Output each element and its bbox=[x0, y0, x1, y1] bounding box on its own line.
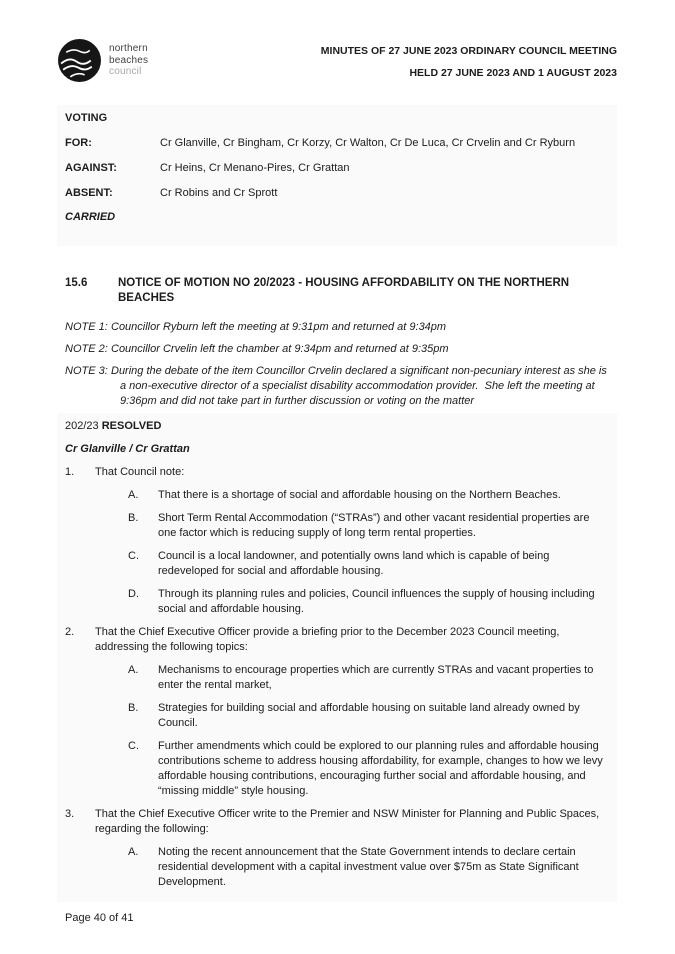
item-1C-letter: C. bbox=[128, 550, 139, 562]
item-3-text: That the Chief Executive Officer write to the Premier and NSW Minister for Planning and Public Spaces, regarding the following: bbox=[95, 808, 600, 835]
note-3-label: NOTE 3: bbox=[65, 365, 108, 377]
item-2-text: That the Chief Executive Officer provide a briefing prior to the December 2023 Council meeting, addressing the following topics: bbox=[95, 626, 560, 653]
vote-row-for bbox=[65, 136, 609, 151]
item-1-number: 1. bbox=[65, 466, 75, 478]
voting-section bbox=[57, 105, 617, 246]
vote-for-label: FOR: bbox=[65, 137, 92, 149]
note-3-text: During the debate of the item Councillor Crvelin declared a significant non-pecuniary interest as she is a non-executive director of a specialist disability accommodation provider. She left the meeting at 9:36pm and did not take part in further discussion or voting on the matter bbox=[111, 365, 610, 407]
item-1A-letter: A. bbox=[128, 489, 139, 501]
item-2C-text: Further amendments which could be explored to our planning rules and affordable housing contributions scheme to address housing affordability, for example, changes to how we levy affordable housing contributions, encouraging further social and affordable housing, and “missing middle” style housing. bbox=[158, 740, 603, 797]
vote-row-against bbox=[65, 161, 609, 176]
vote-against-label: AGAINST: bbox=[65, 162, 117, 174]
item-2-number: 2. bbox=[65, 626, 75, 638]
item-2C-letter: C. bbox=[128, 740, 139, 752]
item-3A-text: Noting the recent announcement that the State Government intends to declare certain residential development with a capital investment value over $75m as State Significant Development. bbox=[158, 846, 579, 888]
resolution-section bbox=[57, 413, 617, 902]
vote-against-value: Cr Heins, Cr Menano-Pires, Cr Grattan bbox=[160, 162, 350, 174]
section-title: NOTICE OF MOTION NO 20/2023 - HOUSING AFFORDABILITY ON THE NORTHERN BEACHES bbox=[118, 277, 570, 304]
council-logo bbox=[57, 38, 148, 83]
item-1D-letter: D. bbox=[128, 588, 139, 600]
voting-heading: VOTING bbox=[65, 112, 108, 124]
note-1-label: NOTE 1: bbox=[65, 321, 108, 333]
item-2A-letter: A. bbox=[128, 664, 139, 676]
logo-line-beaches: beaches bbox=[109, 54, 149, 66]
note-2-label: NOTE 2: bbox=[65, 343, 108, 355]
resolution-movers: Cr Glanville / Cr Grattan bbox=[65, 443, 190, 455]
note-1-text: Councillor Ryburn left the meeting at 9:31pm and returned at 9:34pm bbox=[111, 321, 447, 333]
section-number: 15.6 bbox=[65, 277, 88, 289]
item-1B-letter: B. bbox=[128, 512, 139, 524]
resolution-number: 202/23 bbox=[65, 420, 99, 432]
note-2 bbox=[65, 342, 615, 357]
resolution-item-2C bbox=[128, 739, 609, 799]
meeting-notes bbox=[65, 320, 615, 416]
resolution-item-3A bbox=[128, 845, 609, 890]
resolution-item-1D bbox=[128, 587, 609, 617]
item-3-number: 3. bbox=[65, 808, 75, 820]
vote-absent-label: ABSENT: bbox=[65, 187, 113, 199]
item-1D-text: Through its planning rules and policies, Council influences the supply of housing including social and affordable housing. bbox=[158, 588, 595, 615]
page-number: Page 40 of 41 bbox=[65, 912, 134, 924]
minutes-title-line1: MINUTES OF 27 JUNE 2023 ORDINARY COUNCIL MEETING bbox=[320, 45, 617, 57]
note-1 bbox=[65, 320, 615, 335]
item-1C-text: Council is a local landowner, and potentially owns land which is capable of being redeveloped for social and affordable housing. bbox=[158, 550, 550, 577]
note-2-text: Councillor Crvelin left the chamber at 9:34pm and returned at 9:35pm bbox=[111, 343, 449, 355]
page-header bbox=[57, 38, 617, 80]
vote-row-absent bbox=[65, 186, 609, 201]
resolution-item-3 bbox=[65, 807, 609, 837]
resolution-item-1 bbox=[65, 465, 609, 480]
resolution-item-1B bbox=[128, 511, 609, 541]
logo-line-council: council bbox=[109, 66, 142, 78]
resolution-status: RESOLVED bbox=[101, 420, 162, 432]
resolution-item-1A bbox=[128, 488, 609, 503]
resolution-item-2 bbox=[65, 625, 609, 655]
item-2B-letter: B. bbox=[128, 702, 139, 714]
item-2A-text: Mechanisms to encourage properties which are currently STRAs and vacant properties to enter the rental market, bbox=[158, 664, 594, 691]
resolution-header bbox=[65, 419, 609, 434]
resolution-item-2A bbox=[128, 663, 609, 693]
item-1A-text: That there is a shortage of social and affordable housing on the Northern Beaches. bbox=[158, 489, 561, 501]
resolution-item-1C bbox=[128, 549, 609, 579]
vote-result: CARRIED bbox=[65, 211, 116, 223]
council-logo-text bbox=[109, 43, 148, 78]
item-2B-text: Strategies for building social and affordable housing on suitable land already owned by Council. bbox=[158, 702, 580, 729]
minutes-title-line2: HELD 27 JUNE 2023 AND 1 AUGUST 2023 bbox=[409, 67, 617, 79]
vote-for-value: Cr Glanville, Cr Bingham, Cr Korzy, Cr Walton, Cr De Luca, Cr Crvelin and Cr Ryburn bbox=[160, 137, 576, 149]
resolution-item-2B bbox=[128, 701, 609, 731]
item-1B-text: Short Term Rental Accommodation (“STRAs”) and other vacant residential properties are one factor which is reducing supply of long term rental properties. bbox=[158, 512, 590, 539]
logo-line-northern: northern bbox=[109, 43, 148, 55]
section-heading bbox=[65, 276, 617, 306]
item-3A-letter: A. bbox=[128, 846, 139, 858]
note-3 bbox=[65, 364, 615, 409]
item-1-text: That Council note: bbox=[95, 466, 185, 478]
vote-absent-value: Cr Robins and Cr Sprott bbox=[160, 187, 278, 199]
council-logo-icon bbox=[57, 38, 102, 83]
